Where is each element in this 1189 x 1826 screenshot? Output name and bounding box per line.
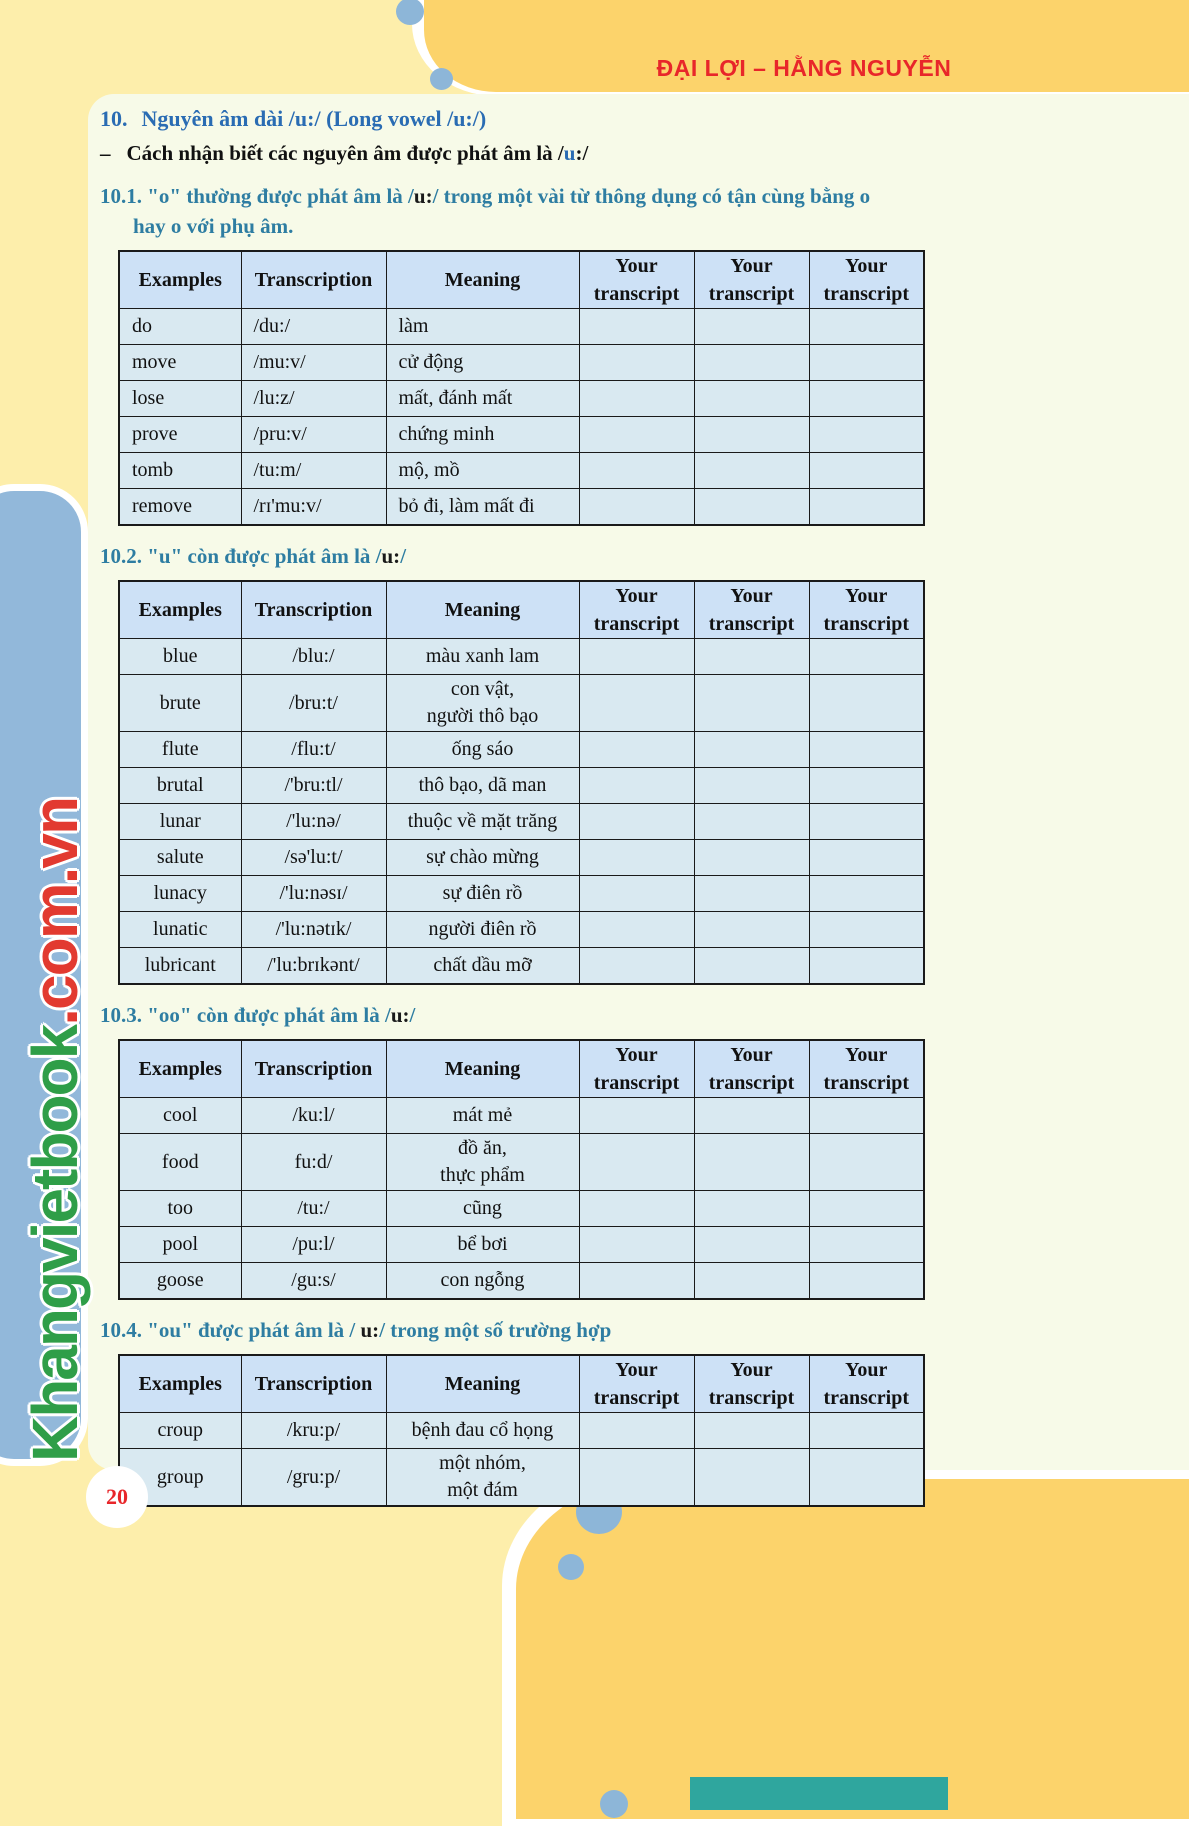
table-row — [119, 1134, 924, 1191]
example-cell: prove — [119, 417, 241, 453]
meaning-line: người điên rồ — [428, 918, 537, 940]
column-header-transcription: Transcription — [241, 581, 386, 639]
transcription-cell: /tu:/ — [241, 1191, 386, 1227]
column-header-transcription: Transcription — [241, 1040, 386, 1098]
column-header-line: Your — [615, 1044, 658, 1066]
column-header-line: transcript — [823, 1072, 910, 1094]
column-header-line: Your — [845, 1044, 888, 1066]
column-header-line: transcript — [708, 1072, 795, 1094]
decor-dot-icon — [558, 1554, 584, 1580]
your-transcript-cell — [579, 309, 694, 345]
table-row — [119, 912, 924, 948]
your-transcript-cell — [809, 1263, 924, 1300]
column-header-line: Your — [730, 585, 773, 607]
your-transcript-cell — [809, 453, 924, 489]
meaning-cell — [386, 639, 579, 675]
watermark-url — [18, 798, 92, 1462]
meaning-cell — [386, 732, 579, 768]
your-transcript-cell — [579, 1263, 694, 1300]
your-transcript-cell — [809, 309, 924, 345]
column-header-line: Your — [730, 1044, 773, 1066]
heading-phoneme: u: — [360, 1318, 380, 1342]
meaning-cell — [386, 1449, 579, 1507]
meaning-cell — [386, 453, 579, 489]
your-transcript-cell — [694, 1134, 809, 1191]
your-transcript-cell — [579, 489, 694, 526]
section-heading — [100, 541, 1189, 571]
your-transcript-cell — [694, 1449, 809, 1507]
column-header-line: transcript — [708, 613, 795, 635]
subtitle-text: :/ — [575, 141, 589, 165]
your-transcript-cell — [579, 1227, 694, 1263]
your-transcript-cell — [809, 1134, 924, 1191]
table-row — [119, 1413, 924, 1449]
transcription-cell: /tu:m/ — [241, 453, 386, 489]
column-header-examples: Examples — [119, 1355, 241, 1413]
example-cell: croup — [119, 1413, 241, 1449]
column-header-meaning: Meaning — [386, 1355, 579, 1413]
meaning-line: con ngỗng — [440, 1269, 525, 1291]
your-transcript-cell — [809, 489, 924, 526]
meaning-line: làm — [398, 315, 429, 337]
column-header-line: transcript — [708, 283, 795, 305]
your-transcript-cell — [694, 804, 809, 840]
pronunciation-table — [118, 1039, 925, 1300]
your-transcript-cell — [694, 453, 809, 489]
meaning-line: cử động — [398, 351, 464, 373]
meaning-line: chất dầu mỡ — [433, 954, 532, 976]
your-transcript-cell — [579, 1449, 694, 1507]
your-transcript-cell — [694, 639, 809, 675]
your-transcript-cell — [579, 948, 694, 985]
meaning-cell — [386, 912, 579, 948]
transcription-cell: /'lu:nətɪk/ — [241, 912, 386, 948]
section-heading — [100, 181, 1189, 241]
meaning-line: thuộc về mặt trăng — [407, 810, 558, 832]
your-transcript-cell — [694, 876, 809, 912]
your-transcript-cell — [694, 417, 809, 453]
section-10.2 — [100, 541, 1189, 985]
table-row — [119, 1263, 924, 1300]
your-transcript-cell — [579, 840, 694, 876]
meaning-cell — [386, 381, 579, 417]
transcription-cell: /gru:p/ — [241, 1449, 386, 1507]
your-transcript-cell — [579, 1134, 694, 1191]
your-transcript-cell — [579, 804, 694, 840]
section-heading — [100, 1000, 1189, 1030]
heading-text: / trong một số trường hợp — [379, 1318, 612, 1342]
column-header-meaning: Meaning — [386, 581, 579, 639]
section-10.4 — [100, 1315, 1189, 1507]
example-cell: brutal — [119, 768, 241, 804]
your-transcript-cell — [809, 1413, 924, 1449]
your-transcript-cell — [579, 453, 694, 489]
column-header-line: transcript — [708, 1387, 795, 1409]
meaning-line: người thô bạo — [426, 705, 539, 727]
example-cell: goose — [119, 1263, 241, 1300]
table-row — [119, 1449, 924, 1507]
column-header-transcription: Transcription — [241, 1355, 386, 1413]
meaning-line: mất, đánh mất — [398, 387, 513, 409]
table-row — [119, 489, 924, 526]
your-transcript-cell — [809, 912, 924, 948]
meaning-line: ống sáo — [451, 738, 514, 760]
column-header-line: Your — [615, 585, 658, 607]
transcription-cell: /du:/ — [241, 309, 386, 345]
meaning-line: bệnh đau cổ họng — [411, 1419, 554, 1441]
heading-text: 10.2. "u" còn được phát âm là / — [100, 544, 382, 568]
meaning-line: mộ, mồ — [398, 459, 460, 481]
table-row — [119, 876, 924, 912]
watermark-url-red: .com.vn — [19, 797, 91, 1026]
meaning-line: mát mẻ — [452, 1104, 513, 1126]
column-header-meaning: Meaning — [386, 251, 579, 309]
heading-text: 10.3. "oo" còn được phát âm là / — [100, 1003, 391, 1027]
column-header-your-transcript — [809, 1355, 924, 1413]
meaning-cell — [386, 876, 579, 912]
your-transcript-cell — [809, 675, 924, 732]
example-cell: remove — [119, 489, 241, 526]
column-header-examples: Examples — [119, 251, 241, 309]
column-header-examples: Examples — [119, 1040, 241, 1098]
table-row — [119, 768, 924, 804]
transcription-cell: /gu:s/ — [241, 1263, 386, 1300]
heading-text-line2: hay o với phụ âm. — [133, 214, 294, 238]
your-transcript-cell — [809, 732, 924, 768]
your-transcript-cell — [809, 768, 924, 804]
column-header-your-transcript — [579, 581, 694, 639]
column-header-line: transcript — [823, 283, 910, 305]
page-number: 20 — [106, 1484, 128, 1509]
example-cell: move — [119, 345, 241, 381]
example-cell: lubricant — [119, 948, 241, 985]
table-header-row — [119, 581, 924, 639]
column-header-line: transcript — [593, 1387, 680, 1409]
your-transcript-cell — [579, 639, 694, 675]
example-cell: too — [119, 1191, 241, 1227]
decor-dot-icon — [600, 1790, 628, 1818]
example-cell: flute — [119, 732, 241, 768]
your-transcript-cell — [694, 732, 809, 768]
column-header-your-transcript — [579, 1355, 694, 1413]
table-row — [119, 732, 924, 768]
your-transcript-cell — [809, 417, 924, 453]
your-transcript-cell — [579, 417, 694, 453]
column-header-line: Your — [615, 255, 658, 277]
example-cell: blue — [119, 639, 241, 675]
transcription-cell: /flu:t/ — [241, 732, 386, 768]
table-row — [119, 381, 924, 417]
table-row — [119, 675, 924, 732]
meaning-cell — [386, 345, 579, 381]
watermark-url-green: Khangvietbook — [19, 1025, 91, 1462]
your-transcript-cell — [694, 489, 809, 526]
column-header-your-transcript — [809, 251, 924, 309]
column-header-line: Your — [845, 255, 888, 277]
your-transcript-cell — [809, 876, 924, 912]
meaning-cell — [386, 1098, 579, 1134]
section-10.1 — [100, 181, 1189, 526]
transcription-cell: /pru:v/ — [241, 417, 386, 453]
your-transcript-cell — [694, 1413, 809, 1449]
column-header-your-transcript — [579, 1040, 694, 1098]
meaning-cell — [386, 1263, 579, 1300]
meaning-cell — [386, 948, 579, 985]
heading-text: / — [400, 544, 407, 568]
your-transcript-cell — [694, 1098, 809, 1134]
column-header-line: Your — [845, 585, 888, 607]
table-row — [119, 1227, 924, 1263]
publisher-header: ĐẠI LỢI – HẰNG NGUYỄN — [656, 55, 952, 81]
example-cell: do — [119, 309, 241, 345]
example-cell: lunar — [119, 804, 241, 840]
transcription-cell: /'bru:tl/ — [241, 768, 386, 804]
example-cell: salute — [119, 840, 241, 876]
section-heading — [100, 1315, 1189, 1345]
meaning-cell — [386, 1134, 579, 1191]
meaning-cell — [386, 675, 579, 732]
table-row — [119, 948, 924, 985]
column-header-transcription: Transcription — [241, 251, 386, 309]
your-transcript-cell — [694, 345, 809, 381]
transcription-cell: /'lu:brɪkənt/ — [241, 948, 386, 985]
meaning-cell — [386, 840, 579, 876]
meaning-line: màu xanh lam — [425, 645, 540, 667]
page-number-badge — [86, 1466, 148, 1528]
example-cell: tomb — [119, 453, 241, 489]
meaning-cell — [386, 804, 579, 840]
meaning-line: một nhóm, — [439, 1452, 526, 1474]
heading-text: 10.1. "o" thường được phát âm là / — [100, 184, 414, 208]
subtitle-phoneme: u — [563, 141, 576, 165]
column-header-your-transcript — [809, 1040, 924, 1098]
table-row — [119, 1191, 924, 1227]
meaning-line: bể bơi — [457, 1233, 508, 1255]
your-transcript-cell — [579, 912, 694, 948]
example-cell: lunacy — [119, 876, 241, 912]
heading-phoneme: u: — [390, 1003, 410, 1027]
subtitle-dash: – — [100, 141, 111, 165]
transcription-cell: /ku:l/ — [241, 1098, 386, 1134]
title-text: Nguyên âm dài /u:/ (Long vowel /u:/) — [141, 106, 487, 131]
section-10.3 — [100, 1000, 1189, 1300]
column-header-your-transcript — [694, 1355, 809, 1413]
your-transcript-cell — [579, 345, 694, 381]
meaning-line: sự điên rồ — [442, 882, 523, 904]
transcription-cell: /kru:p/ — [241, 1413, 386, 1449]
subtitle-text: Cách nhận biết các nguyên âm được phát âm là / — [126, 141, 564, 165]
meaning-line: đồ ăn, — [458, 1137, 507, 1159]
heading-text: / — [409, 1003, 416, 1027]
column-header-your-transcript — [694, 581, 809, 639]
example-cell: lunatic — [119, 912, 241, 948]
subtitle — [100, 141, 1189, 166]
your-transcript-cell — [694, 912, 809, 948]
table-row — [119, 453, 924, 489]
transcription-cell: /'lu:nəsɪ/ — [241, 876, 386, 912]
column-header-line: Your — [730, 255, 773, 277]
transcription-cell: /pu:l/ — [241, 1227, 386, 1263]
table-row — [119, 345, 924, 381]
your-transcript-cell — [579, 1191, 694, 1227]
your-transcript-cell — [809, 1098, 924, 1134]
your-transcript-cell — [809, 381, 924, 417]
your-transcript-cell — [579, 732, 694, 768]
example-cell: cool — [119, 1098, 241, 1134]
your-transcript-cell — [809, 1191, 924, 1227]
your-transcript-cell — [694, 1263, 809, 1300]
column-header-line: transcript — [593, 1072, 680, 1094]
meaning-line: thô bạo, dã man — [418, 774, 547, 796]
your-transcript-cell — [579, 1098, 694, 1134]
pronunciation-table — [118, 580, 925, 985]
heading-phoneme: u: — [381, 544, 401, 568]
column-header-your-transcript — [694, 1040, 809, 1098]
meaning-line: bỏ đi, làm mất đi — [398, 495, 535, 517]
meaning-line: thực phẩm — [440, 1164, 525, 1186]
your-transcript-cell — [809, 1449, 924, 1507]
your-transcript-cell — [809, 840, 924, 876]
example-cell: food — [119, 1134, 241, 1191]
meaning-cell — [386, 309, 579, 345]
your-transcript-cell — [809, 345, 924, 381]
example-cell: group — [119, 1449, 241, 1507]
example-cell: pool — [119, 1227, 241, 1263]
heading-text: / trong một vài từ thông dụng có tận cùng bằng o — [432, 184, 871, 208]
meaning-line: cũng — [463, 1197, 502, 1219]
your-transcript-cell — [579, 768, 694, 804]
sections-container — [100, 181, 1189, 1507]
title-number: 10. — [100, 106, 128, 131]
example-cell: lose — [119, 381, 241, 417]
your-transcript-cell — [694, 840, 809, 876]
column-header-line: transcript — [823, 1387, 910, 1409]
column-header-your-transcript — [809, 581, 924, 639]
your-transcript-cell — [694, 309, 809, 345]
meaning-line: con vật, — [450, 678, 515, 700]
transcription-cell: /blu:/ — [241, 639, 386, 675]
meaning-cell — [386, 1227, 579, 1263]
table-row — [119, 417, 924, 453]
meaning-line: sự chào mừng — [426, 846, 539, 868]
transcription-cell: /sə'lu:t/ — [241, 840, 386, 876]
your-transcript-cell — [809, 804, 924, 840]
heading-phoneme: u: — [413, 184, 433, 208]
column-header-line: transcript — [593, 613, 680, 635]
your-transcript-cell — [694, 1227, 809, 1263]
column-header-line: transcript — [823, 613, 910, 635]
table-row — [119, 639, 924, 675]
meaning-cell — [386, 489, 579, 526]
your-transcript-cell — [809, 639, 924, 675]
heading-text: 10.4. "ou" được phát âm là / — [100, 1318, 361, 1342]
meaning-line: một đám — [447, 1479, 518, 1501]
column-header-line: Your — [615, 1359, 658, 1381]
column-header-line: Your — [845, 1359, 888, 1381]
column-header-your-transcript — [694, 251, 809, 309]
pronunciation-table — [118, 1354, 925, 1507]
transcription-cell: /rɪ'mu:v/ — [241, 489, 386, 526]
transcription-cell: /lu:z/ — [241, 381, 386, 417]
your-transcript-cell — [694, 768, 809, 804]
meaning-cell — [386, 1191, 579, 1227]
meaning-cell — [386, 768, 579, 804]
meaning-cell — [386, 417, 579, 453]
transcription-cell: /'lu:nə/ — [241, 804, 386, 840]
table-header-row — [119, 251, 924, 309]
your-transcript-cell — [809, 948, 924, 985]
transcription-cell: /mu:v/ — [241, 345, 386, 381]
meaning-cell — [386, 1413, 579, 1449]
your-transcript-cell — [809, 1227, 924, 1263]
your-transcript-cell — [694, 1191, 809, 1227]
your-transcript-cell — [579, 1413, 694, 1449]
decor-teal-bar — [690, 1777, 948, 1810]
transcription-cell: /bru:t/ — [241, 675, 386, 732]
page-title — [100, 106, 1189, 132]
your-transcript-cell — [579, 381, 694, 417]
table-row — [119, 804, 924, 840]
table-header-row — [119, 1040, 924, 1098]
column-header-line: transcript — [593, 283, 680, 305]
your-transcript-cell — [579, 675, 694, 732]
table-row — [119, 1098, 924, 1134]
column-header-examples: Examples — [119, 581, 241, 639]
example-cell: brute — [119, 675, 241, 732]
table-header-row — [119, 1355, 924, 1413]
column-header-meaning: Meaning — [386, 1040, 579, 1098]
column-header-line: Your — [730, 1359, 773, 1381]
your-transcript-cell — [694, 948, 809, 985]
column-header-your-transcript — [579, 251, 694, 309]
footer-band — [516, 1479, 1189, 1819]
table-row — [119, 840, 924, 876]
transcription-cell: fu:d/ — [241, 1134, 386, 1191]
your-transcript-cell — [694, 675, 809, 732]
your-transcript-cell — [694, 381, 809, 417]
table-row — [119, 309, 924, 345]
meaning-line: chứng minh — [398, 423, 495, 445]
pronunciation-table — [118, 250, 925, 526]
your-transcript-cell — [579, 876, 694, 912]
